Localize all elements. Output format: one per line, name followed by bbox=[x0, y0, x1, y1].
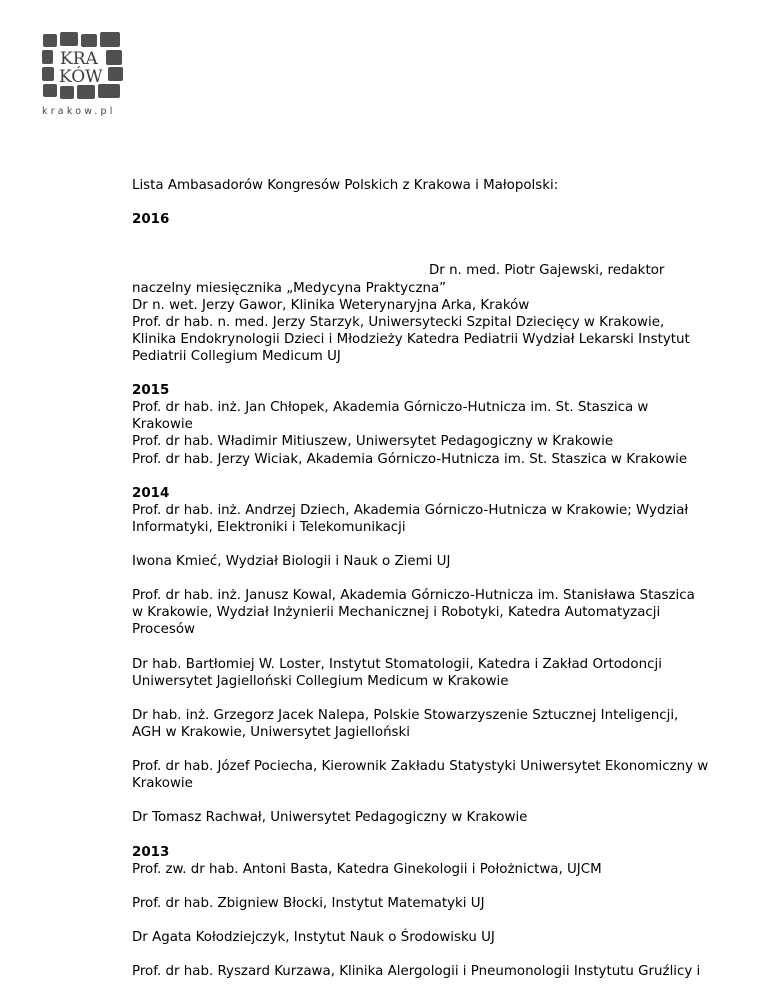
entry-2014-6a: Prof. dr hab. Józef Pociecha, Kierownik Zakładu Statystyki Uniwersytet Ekonomiczny w bbox=[132, 759, 709, 775]
entry-2015-1a: Prof. dr hab. inż. Jan Chłopek, Akademia Górniczo-Hutnicza im. St. Staszica w bbox=[132, 400, 649, 416]
entry-2014-5a: Dr hab. inż. Grzegorz Jacek Nalepa, Polskie Stowarzyszenie Sztucznej Inteligencji, bbox=[132, 707, 679, 723]
entry-2014-1b: Informatyki, Elektroniki i Telekomunikacji bbox=[132, 519, 406, 535]
entry-2013-2: Prof. dr hab. Zbigniew Błocki, Instytut Matematyki UJ bbox=[132, 895, 485, 911]
year-2015-heading: 2015 bbox=[132, 383, 170, 399]
entry-2013-1: Prof. zw. dr hab. Antoni Basta, Katedra Ginekologii i Położnictwa, UJCM bbox=[132, 861, 602, 877]
entry-2016-1b: naczelny miesięcznika „Medycyna Praktyczna” bbox=[132, 280, 447, 296]
entry-2014-6b: Krakowie bbox=[132, 776, 193, 792]
entry-2016-3a: Prof. dr hab. n. med. Jerzy Starzyk, Uniwersytecki Szpital Dziecięcy w Krakowie, bbox=[132, 314, 665, 330]
entry-2015-3: Prof. dr hab. Jerzy Wiciak, Akademia Górniczo-Hutnicza im. St. Staszica w Krakowie bbox=[132, 451, 688, 467]
entry-2013-3: Dr Agata Kołodziejczyk, Instytut Nauk o Środowisku UJ bbox=[132, 930, 495, 946]
logo-caption: krakow.pl bbox=[42, 106, 116, 117]
logo-word-bottom: KÓW bbox=[59, 67, 103, 87]
entry-2016-1a: Dr n. med. Piotr Gajewski, redaktor bbox=[429, 263, 665, 279]
entry-2014-5b: AGH w Krakowie, Uniwersytet Jagielloński bbox=[132, 725, 411, 740]
year-2014-heading: 2014 bbox=[132, 485, 170, 501]
entry-2014-2: Iwona Kmieć, Wydział Biologii i Nauk o Ziemi UJ bbox=[132, 554, 451, 570]
entry-2015-2: Prof. dr hab. Władimir Mitiuszew, Uniwersytet Pedagogiczny w Krakowie bbox=[132, 434, 614, 450]
entry-2014-4a: Dr hab. Bartłomiej W. Loster, Instytut Stomatologii, Katedra i Zakład Ortodoncji bbox=[132, 656, 662, 672]
entry-2014-4b: Uniwersytet Jagielloński Collegium Medicum w Krakowie bbox=[132, 673, 509, 689]
entry-2016-3b: Klinika Endokrynologii Dzieci i Młodzieży Katedra Pediatrii Wydział Lekarski Instytut bbox=[132, 331, 690, 347]
entry-2015-1b: Krakowie bbox=[132, 417, 193, 433]
entry-2014-7: Dr Tomasz Rachwał, Uniwersytet Pedagogiczny w Krakowie bbox=[132, 810, 528, 826]
entry-2016-3c: Pediatrii Collegium Medicum UJ bbox=[132, 348, 341, 364]
year-2013-heading: 2013 bbox=[132, 844, 170, 860]
entry-2014-3b: w Krakowie, Wydział Inżynierii Mechanicznej i Robotyki, Katedra Automatyzacji bbox=[132, 605, 661, 621]
entry-2014-3c: Procesów bbox=[132, 622, 195, 638]
intro-text: Lista Ambasadorów Kongresów Polskich z Krakowa i Małopolski: bbox=[132, 178, 559, 193]
entry-2014-3a: Prof. dr hab. inż. Janusz Kowal, Akademia Górniczo-Hutnicza im. Stanisława Staszica bbox=[132, 588, 695, 604]
entry-2013-4: Prof. dr hab. Ryszard Kurzawa, Klinika Alergologii i Pneumonologii Instytutu Gruźlicy i bbox=[132, 964, 701, 980]
year-2016-heading: 2016 bbox=[132, 212, 170, 228]
entry-2014-1a: Prof. dr hab. inż. Andrzej Dziech, Akademia Górniczo-Hutnicza w Krakowie; Wydział bbox=[132, 502, 689, 518]
ambassadors-document bbox=[132, 177, 752, 980]
entry-2016-2: Dr n. wet. Jerzy Gawor, Klinika Weterynaryjna Arka, Kraków bbox=[132, 297, 530, 313]
logo-word-top: KRA bbox=[60, 49, 98, 69]
